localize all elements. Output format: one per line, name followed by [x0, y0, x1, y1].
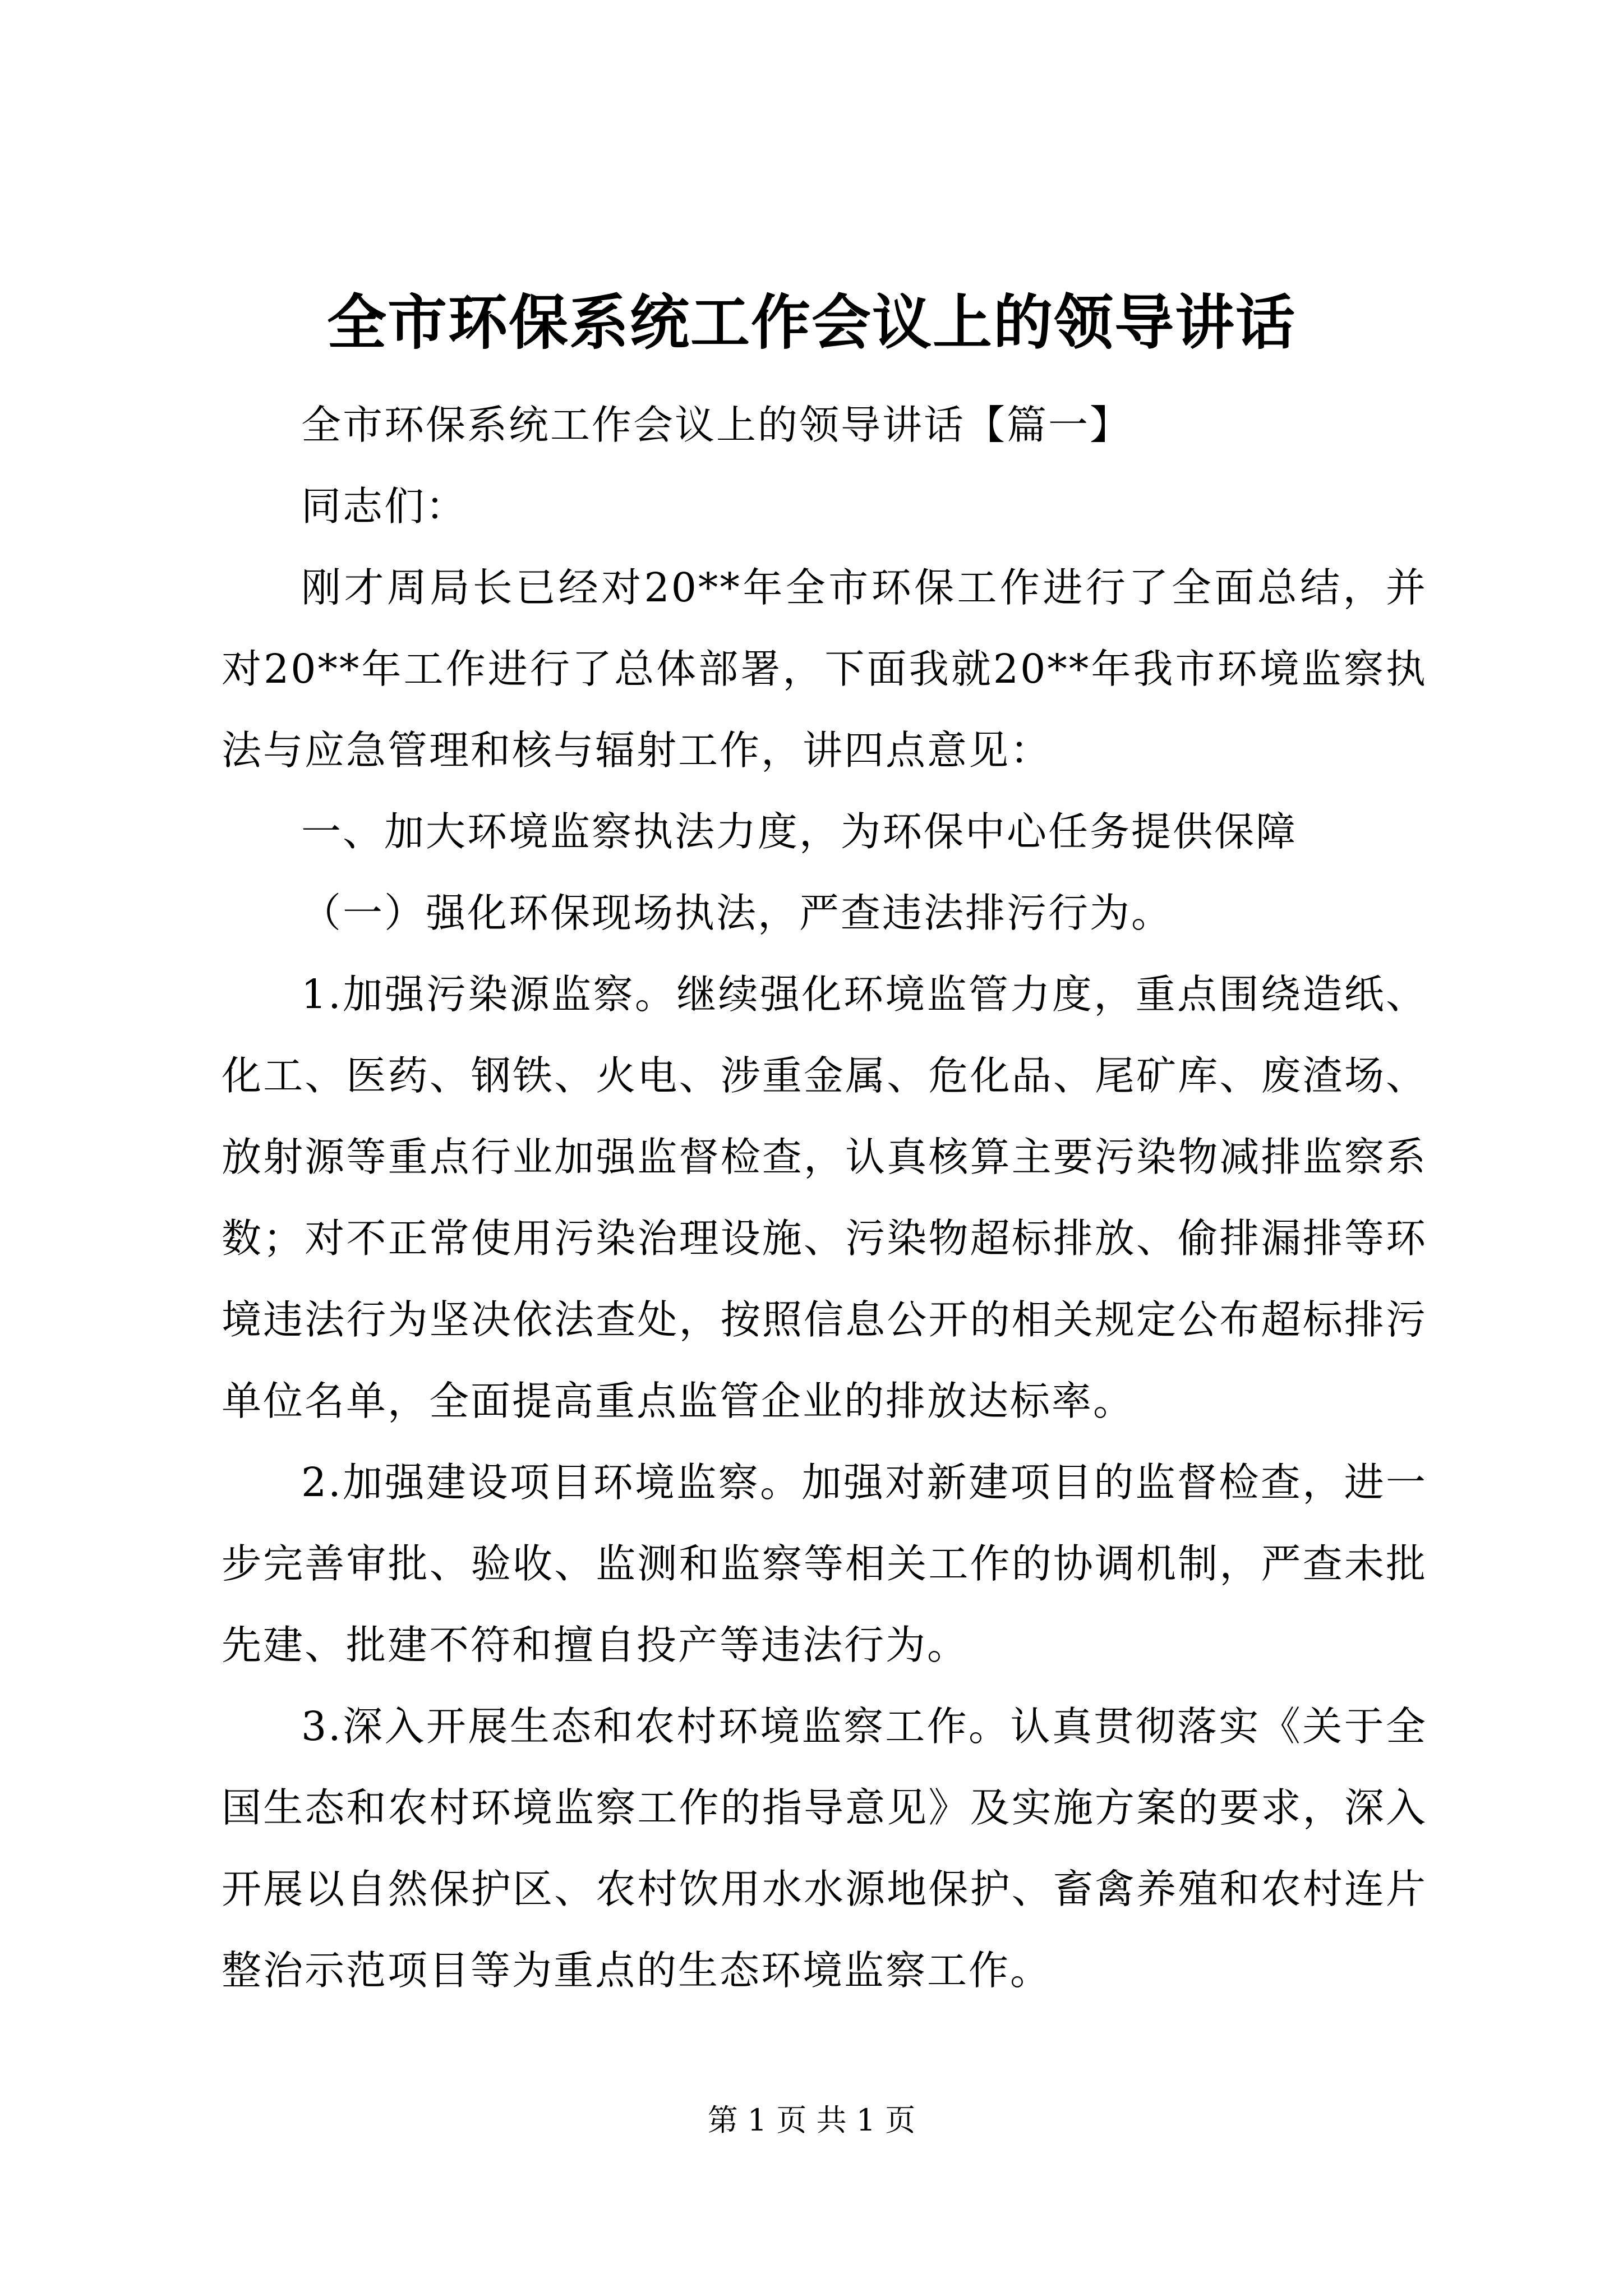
paragraph: 2.加强建设项目环境监察。加强对新建项目的监督检查，进一步完善审批、验收、监测和监察等相关工作的协调机制，严查未批先建、批建不符和擅自投产等违法行为。: [222, 1459, 1427, 1668]
paragraph: 刚才周局长已经对20**年全市环保工作进行了全面总结，并对20**年工作进行了总体部署，下面我就20**年我市环境监察执法与应急管理和核与辐射工作，讲四点意见：: [222, 564, 1427, 774]
page-footer: 第 1 页 共 1 页: [707, 2102, 916, 2138]
paragraph: 3.深入开展生态和农村环境监察工作。认真贯彻落实《关于全国生态和农村环境监察工作的指导意见》及实施方案的要求，深入开展以自然保护区、农村饮用水水源地保护、畜禽养殖和农村连片整治示范项目等为重点的生态环境监察工作。: [222, 1703, 1427, 1994]
document-title: 全市环保系统工作会议上的领导讲话: [327, 287, 1296, 357]
heading-level-1: 一、加大环境监察执法力度，为环保中心任务提供保障: [301, 808, 1298, 855]
paragraph: 1.加强污染源监察。继续强化环境监管力度，重点围绕造纸、化工、医药、钢铁、火电、涉重金属、危化品、尾矿库、废渣场、放射源等重点行业加强监督检查，认真核算主要污染物减排监察系数；对不正常使用污染治理设施、污染物超标排放、偷排漏排等环境违法行为坚决依法查处，按照信息公开的相关规定公布超标排污单位名单，全面提高重点监管企业的排放达标率。: [222, 971, 1427, 1424]
document-body: [222, 384, 1427, 2011]
salutation: 同志们：: [301, 483, 468, 530]
heading-level-2: （一）强化环保现场执法，严查违法排污行为。: [301, 890, 1173, 936]
section-heading: 全市环保系统工作会议上的领导讲话【篇一】: [301, 402, 1132, 448]
